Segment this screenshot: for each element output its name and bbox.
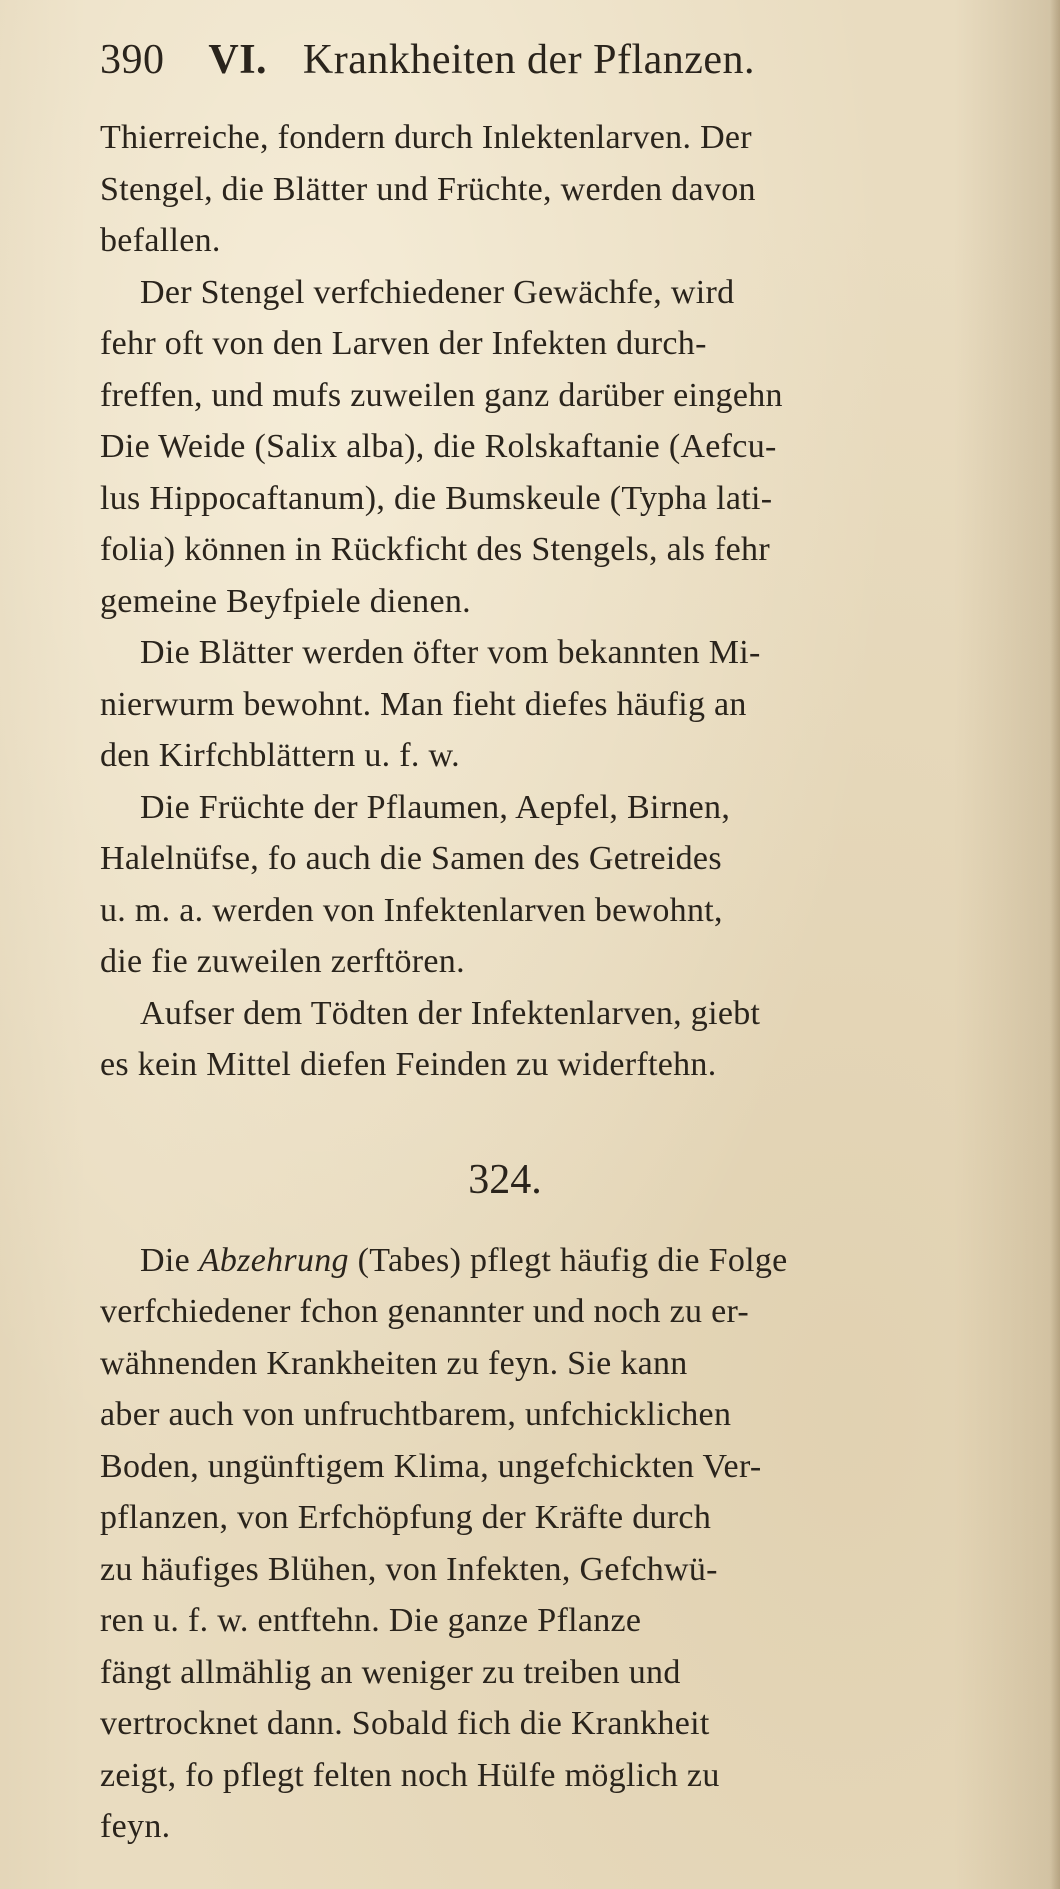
- text-line: die fie zuweilen zerftören.: [100, 943, 465, 980]
- running-header: [100, 28, 1000, 90]
- text-line: Die Weide (Salix alba), die Rolskaftanie (Aefcu-: [100, 428, 777, 465]
- text-line: aber auch von unfruchtbarem, unfchicklichen: [100, 1396, 732, 1433]
- section-number: 324.: [468, 1156, 542, 1203]
- page-edge: [1050, 0, 1060, 1889]
- text-line: vertrocknet dann. Sobald fich die Krankheit: [100, 1705, 710, 1742]
- text-line: Die Früchte der Pflaumen, Aepfel, Birnen,: [140, 788, 731, 826]
- text-line: es kein Mittel diefen Feinden zu widerftehn.: [100, 1046, 717, 1083]
- first-word: Die: [140, 1241, 190, 1279]
- text-line: Stengel, die Blätter und Früchte, werden davon: [100, 170, 756, 208]
- text-line: Der Stengel verfchiedener Gewächfe, wird: [140, 273, 735, 311]
- text-line: gemeine Beyfpiele dienen.: [100, 582, 471, 620]
- text-line: folia) können in Rückficht des Stengels, als fehr: [100, 531, 770, 568]
- text-line: den Kirfchblättern u. f. w.: [100, 737, 460, 774]
- page-number: 390: [100, 37, 165, 83]
- text-line: lus Hippocaftanum), die Bumskeule (Typha lati-: [100, 479, 773, 517]
- chapter-number: VI.: [208, 37, 268, 83]
- text-line: pflanzen, von Erfchöpfung der Kräfte durch: [100, 1499, 712, 1536]
- text-line: Aufser dem Tödten der Infektenlarven, giebt: [140, 994, 761, 1032]
- text-line: [100, 1235, 1030, 1287]
- first-line-rest: (Tabes) pflegt häufig die Folge: [357, 1241, 788, 1279]
- text-line: wähnenden Krankheiten zu feyn. Sie kann: [100, 1344, 688, 1382]
- text-line: Die Blätter werden öfter vom bekannten Mi-: [140, 634, 761, 671]
- chapter-title: Krankheiten der Pflanzen.: [302, 37, 756, 83]
- text-line: nierwurm bewohnt. Man fieht diefes häufig an: [100, 685, 747, 723]
- text-line: ren u. f. w. entftehn. Die ganze Pflanze: [100, 1602, 642, 1639]
- text-line: Boden, ungünftigem Klima, ungefchickten Ver-: [100, 1447, 762, 1485]
- body-text: [100, 112, 1030, 1853]
- text-line: fängt allmählig an weniger zu treiben und: [100, 1653, 681, 1691]
- text-line: freffen, und mufs zuweilen ganz darüber eingehn: [100, 376, 783, 414]
- text-line: zu häufiges Blühen, von Infekten, Gefchwü-: [100, 1550, 718, 1588]
- text-line: u. m. a. werden von Infektenlarven bewohnt,: [100, 891, 723, 929]
- emphasized-term: Abzehrung: [198, 1241, 349, 1279]
- text-line: fehr oft von den Larven der Infekten durch-: [100, 325, 707, 362]
- text-line: verfchiedener fchon genannter und noch zu er-: [100, 1293, 750, 1330]
- text-line: feyn.: [100, 1808, 171, 1845]
- text-line: befallen.: [100, 222, 221, 259]
- text-line: Halelnüfse, fo auch die Samen des Getreides: [100, 840, 722, 877]
- text-line: Thierreiche, fondern durch Inlektenlarven. Der: [100, 119, 752, 156]
- text-line: zeigt, fo pflegt felten noch Hülfe möglich zu: [100, 1756, 720, 1794]
